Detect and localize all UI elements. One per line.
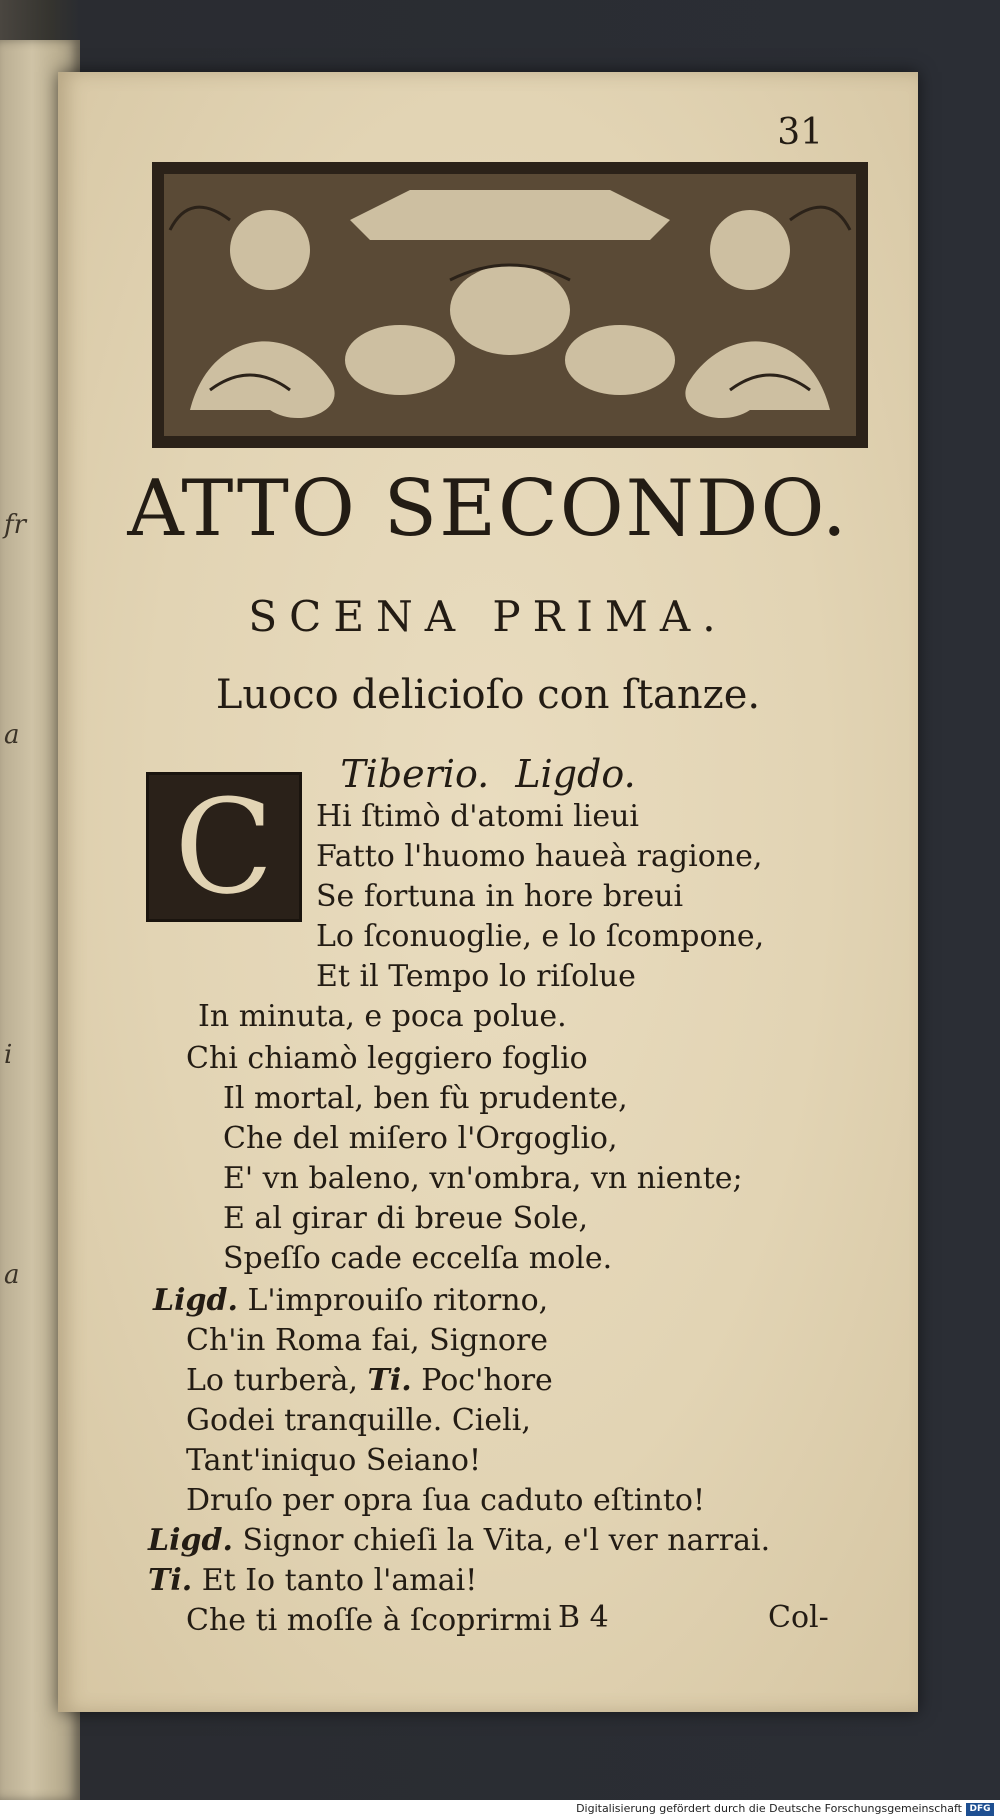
book-page bbox=[58, 72, 918, 1712]
verse-line: Ligd. L'improuiſo ritorno, bbox=[153, 1283, 549, 1318]
funding-credit: Digitalisierung gefördert durch die Deutsche Forschungsgemeinschaft bbox=[576, 1802, 962, 1815]
speaker-label: Ti. bbox=[148, 1563, 193, 1598]
verse-line: Ch'in Roma fai, Signore bbox=[186, 1323, 548, 1358]
verse-line: Et il Tempo lo riſolue bbox=[316, 959, 636, 994]
scene-heading: SCENA PRIMA. bbox=[248, 592, 728, 641]
verse-line: Che del miſero l'Orgoglio, bbox=[223, 1121, 618, 1156]
verse-line: In minuta, e poca polue. bbox=[198, 999, 567, 1034]
act-title: ATTO SECONDO. bbox=[127, 464, 849, 554]
decorated-initial bbox=[146, 772, 302, 922]
verse-line: Lo ſconuoglie, e lo ſcompone, bbox=[316, 919, 765, 954]
verse-line: Tant'iniquo Seiano! bbox=[186, 1443, 482, 1478]
facing-page-edge: fr a i a bbox=[0, 40, 80, 1800]
verse-line: E' vn baleno, vn'ombra, vn niente; bbox=[223, 1161, 743, 1196]
initial-letter: C bbox=[174, 771, 274, 923]
verse-line: Fatto l'huomo haueà ragione, bbox=[316, 839, 763, 874]
verse-line: Ti. Et Io tanto l'amai! bbox=[148, 1563, 478, 1598]
character-list: Tiberio. Ligdo. bbox=[340, 752, 636, 796]
signature-mark: B 4 bbox=[558, 1600, 609, 1635]
verse-line: E al girar di breue Sole, bbox=[223, 1201, 589, 1236]
dfg-logo: DFG bbox=[966, 1803, 994, 1816]
verse-line: Ligd. Signor chieſi la Vita, e'l ver narrai. bbox=[148, 1523, 771, 1558]
verse-line: Hi ſtimò d'atomi lieui bbox=[316, 799, 639, 834]
speaker-label: Ligd. bbox=[153, 1283, 238, 1318]
verse-line: Che ti moſſe à ſcoprirmi bbox=[186, 1603, 552, 1638]
woodcut-ornament-headpiece bbox=[150, 160, 870, 450]
page-number: 31 bbox=[777, 112, 823, 153]
verse-line: Druſo per opra ſua caduto eſtinto! bbox=[186, 1483, 705, 1518]
verse-line: Speſſo cade eccelſa mole. bbox=[223, 1241, 613, 1276]
verse-line: Godei tranquille. Cieli, bbox=[186, 1403, 531, 1438]
speaker-label: Ligd. bbox=[148, 1523, 233, 1558]
speaker-label: Ti. bbox=[367, 1363, 412, 1398]
verse-line: Il mortal, ben fù prudente, bbox=[223, 1081, 628, 1116]
scene-setting: Luoco delicioſo con ſtanze. bbox=[215, 672, 761, 718]
verse-line: Lo turberà, Ti. Poc'hore bbox=[186, 1363, 553, 1398]
catchword: Col- bbox=[768, 1600, 829, 1635]
verse-line: Se fortuna in hore breui bbox=[316, 879, 684, 914]
verse-line: Chi chiamò leggiero foglio bbox=[186, 1041, 588, 1076]
